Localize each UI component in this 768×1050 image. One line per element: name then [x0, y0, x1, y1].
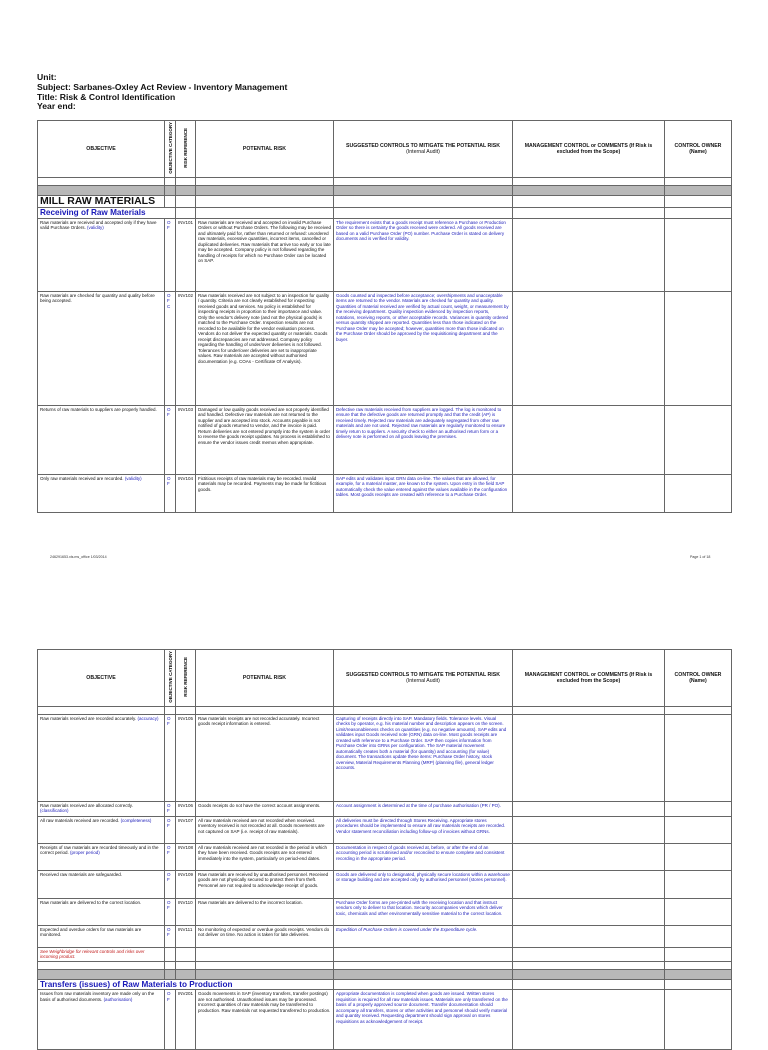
subsection-title: Receiving of Raw Materials: [38, 208, 176, 219]
table-row: [38, 218, 732, 291]
col-owner: CONTROL OWNER (Name): [665, 650, 732, 707]
owner-cell: [665, 898, 732, 925]
control-cell: Account assignment is determined at the time of purchase authorisation (PR / PO).: [334, 801, 513, 816]
reference-cell: INV103: [176, 405, 196, 474]
control-cell: The requirement exists that a goods receipt must reference a Purchase or Production Order so there is certainty the goods received were ordered. All goods received are based on a valid Purchase Order (PO) number. Purchase Order is stated on delivery documents and is verified for validity.: [334, 218, 513, 291]
page-footer-right: Page 1 of 18: [690, 555, 711, 559]
objective-cell: Raw materials are received and accepted only if they have valid Purchase Orders. (validity): [38, 218, 165, 291]
control-cell: Goods counted and inspected before acceptance; overshipments and unacceptable items are returned to the vendor. Materials are checked for quantity and quality. Quantities of material received are verified by actual count, weight, or measurement by the receiving department. Quality inspection evidenced by inspection reports, notations, receiving reports, or other acceptable records. Variances in quantity ordered versus quantity shipped are reported. Quantities less than those indicated on the Purchase Order may be accepted; however, quantities more than those indicated on the Purchase Order should be approved by the requisitioning department and the buyer.: [334, 291, 513, 405]
section-title: MILL RAW MATERIALS: [38, 195, 165, 208]
owner-cell: [665, 801, 732, 816]
reference-cell: INV105: [176, 714, 196, 801]
table-row: [38, 990, 732, 1050]
owner-cell: [665, 925, 732, 947]
risk-cell: Raw materials are received and accepted on invalid Purchase Orders or without Purchase Orders. The following may be received and ultimately paid for, rather than returned or refused: unordered raw materials, excessive quantities, incorrect items, cancelled or duplicated deliveries. Raw materials that arrive too early or too late may be accepted. Company policy is not followed regarding the handling of receipts for which no Purchase Order can be located on SAP.: [196, 218, 334, 291]
year-end-label: Year end:: [37, 101, 76, 112]
risk-cell: Goods movements in SAP (inventory transfers, transfer postings) are not authorised. Unauthorised issues may be processed. Incorrect quantities of raw materials may be transferred to production. Raw materials not requested transferred to production.: [196, 990, 334, 1050]
objective-cell: Only raw materials received are recorded. (validity): [38, 474, 165, 512]
col-category: OBJECTIVE CATEGORY: [165, 650, 176, 707]
risk-control-table-page2: [37, 649, 732, 1050]
mgmt-cell: [513, 714, 665, 801]
objective-cell: Returns of raw materials to suppliers are properly handled.: [38, 405, 165, 474]
owner-cell: [665, 990, 732, 1050]
col-risk: POTENTIAL RISK: [196, 650, 334, 707]
reference-cell: INV102: [176, 291, 196, 405]
subsection-row: [38, 979, 732, 990]
table-row: [38, 816, 732, 843]
reference-cell: INV108: [176, 843, 196, 870]
risk-cell: Raw materials receipts are not recorded accurately. Incorrect goods receipt information is entered.: [196, 714, 334, 801]
mgmt-cell: [513, 218, 665, 291]
control-cell: SAP edits and validates input GRN data on-line. The values that are allowed, for example, for a material master, are known to the system. Upon entry in the field SAP automatically check the value entered against the values available in the configuration tables. Most goods receipts are created with reference to a Purchase Order.: [334, 474, 513, 512]
owner-cell: [665, 843, 732, 870]
objective-cell: Raw materials are checked for quantity and quality before being accepted.: [38, 291, 165, 405]
objective-cell: Raw materials received are allocated correctly. (classification): [38, 801, 165, 816]
objective-cell: Raw materials are delivered to the correct location.: [38, 898, 165, 925]
risk-cell: Goods receipts do not have the correct account assignments.: [196, 801, 334, 816]
reference-cell: INV109: [176, 870, 196, 898]
reference-cell: INV107: [176, 816, 196, 843]
col-mgmt: MANAGEMENT CONTROL or COMMENTS (If Risk is excluded from the Scope): [513, 650, 665, 707]
mgmt-cell: [513, 843, 665, 870]
risk-cell: Raw materials are received by unauthorised personnel. Received goods are not physically secured to protect them from theft. Personnel are not required to acknowledge receipt of goods.: [196, 870, 334, 898]
mgmt-cell: [513, 801, 665, 816]
table-row: [38, 405, 732, 474]
page-footer-left: 246291653.xls.ms_office 1/03/2014: [50, 555, 107, 559]
category-cell: O F: [165, 870, 176, 898]
table-row: [38, 801, 732, 816]
risk-control-table-page1: [37, 120, 732, 513]
col-objective: OBJECTIVE: [38, 650, 165, 707]
owner-cell: [665, 291, 732, 405]
category-cell: O F: [165, 990, 176, 1050]
owner-cell: [665, 714, 732, 801]
reference-cell: INV110: [176, 898, 196, 925]
col-owner: CONTROL OWNER (Name): [665, 121, 732, 178]
category-cell: O F: [165, 816, 176, 843]
risk-cell: Raw materials are delivered to the incorrect location.: [196, 898, 334, 925]
category-cell: O F C: [165, 291, 176, 405]
grey-separator: [38, 969, 732, 979]
reference-cell: INV201: [176, 990, 196, 1050]
table-row: [38, 714, 732, 801]
reference-cell: INV111: [176, 925, 196, 947]
objective-cell: Receipts of raw materials are recorded timeously and in the correct period. (proper period): [38, 843, 165, 870]
control-cell: Documentation in respect of goods received at, before, or after the end of an accounting period is scrutinised and/or reconciled to ensure complete and consistent recording in the appropriate period.: [334, 843, 513, 870]
col-controls: SUGGESTED CONTROLS TO MITIGATE THE POTENTIAL RISK (Internal Audit): [334, 121, 513, 178]
owner-cell: [665, 870, 732, 898]
subsection-title: Transfers (issues) of Raw Materials to Production: [38, 979, 334, 990]
owner-cell: [665, 405, 732, 474]
risk-cell: Fictitious receipts of raw materials may be recorded. Invalid materials may be recorded. Payments may be made for fictitious goods.: [196, 474, 334, 512]
reference-cell: INV106: [176, 801, 196, 816]
owner-cell: [665, 816, 732, 843]
objective-cell: Received raw materials are safeguarded.: [38, 870, 165, 898]
mgmt-cell: [513, 990, 665, 1050]
document-header: [37, 73, 287, 112]
risk-cell: Damaged or low quality goods received are not properly identified and handled. Defective raw materials are not returned to the supplier and are accepted into stock. Accounts payable is not notified of goods returned to vendor, and the invoice is paid. Return deliveries are not entered promptly into the system in order to reverse the goods receipt updates. No process is established to ensure the vendor issues credit memos when appropriate.: [196, 405, 334, 474]
table-row: [38, 898, 732, 925]
reference-cell: INV101: [176, 218, 196, 291]
control-cell: Defective raw materials received from suppliers are logged. The log is monitored to ensure that the defective goods are returned promptly and that the credit (AP) is received timely. Rejected raw materials are adequately segregated from other raw materials and are not used. Rejected raw materials are regularly monitored to ensure timely return to suppliers. A security check to either an authorised return form or a delivery note is performed on all goods leaving the premises.: [334, 405, 513, 474]
col-reference: RISK REFERENCE: [176, 650, 196, 707]
section-row: [38, 195, 732, 208]
category-cell: O F: [165, 714, 176, 801]
mgmt-cell: [513, 816, 665, 843]
mgmt-cell: [513, 870, 665, 898]
title-label: Title: Risk & Control Identification: [37, 91, 176, 102]
unit-label: Unit:: [37, 72, 57, 82]
table-row: [38, 947, 732, 961]
table-row: [38, 474, 732, 512]
note-cell: See Weighbridge for relevant controls and risks over incoming product.: [38, 947, 165, 961]
control-cell: Expedition of Purchase Orders is covered under the Expenditure cycle.: [334, 925, 513, 947]
control-cell: Purchase Order forms are pre-printed with the receiving location and that instruct vendors only to deliver to that location. Security accompanies vendors which deliver toxic, chemicals and other environmentally sensitive material to the correct location.: [334, 898, 513, 925]
mgmt-cell: [513, 898, 665, 925]
category-cell: O F: [165, 801, 176, 816]
control-cell: All deliveries must be directed through Stores Receiving. Appropriate stores procedures should be implemented to ensure all raw materials receipts are recorded. Vendor statement reconciliation including follow-up of invoices without GRNs.: [334, 816, 513, 843]
category-cell: O F: [165, 898, 176, 925]
column-header-row: [38, 121, 732, 178]
category-cell: O F: [165, 218, 176, 291]
risk-cell: No monitoring of expected or overdue goods receipts. Vendors do not deliver on time. No action is taken for late deliveries.: [196, 925, 334, 947]
reference-cell: INV104: [176, 474, 196, 512]
subsection-row: [38, 208, 732, 219]
owner-cell: [665, 218, 732, 291]
table-row: [38, 291, 732, 405]
control-cell: Goods are delivered only to designated, physically secure locations within a warehouse or storage building and are accepted only by authorised personnel (stores personnel).: [334, 870, 513, 898]
control-cell: Appropriate documentation is completed when goods are issued. Written stores requisition is required for all raw materials issues. Materials are only transferred on the basis of a properly approved source document. Transfer documentation should accompany all transfers, stores or other activities and personnel should verify material and quantity received. Requesting department should sign approval on stores requisitions as acknowledgement of receipt.: [334, 990, 513, 1050]
col-controls: SUGGESTED CONTROLS TO MITIGATE THE POTENTIAL RISK (Internal Audit): [334, 650, 513, 707]
table-row: [38, 843, 732, 870]
subject-label: Subject: Sarbanes-Oxley Act Review - Inventory Management: [37, 81, 288, 92]
table-row: [38, 925, 732, 947]
col-category: OBJECTIVE CATEGORY: [165, 121, 176, 178]
category-cell: O F: [165, 843, 176, 870]
mgmt-cell: [513, 474, 665, 512]
mgmt-cell: [513, 405, 665, 474]
column-header-row: [38, 650, 732, 707]
risk-cell: All raw materials received are not recorded in the period in which they have been received. Goods receipts are not entered immediately into the system, particularly on period-end dates.: [196, 843, 334, 870]
risk-cell: Raw materials received are not subject to an inspection for quality / quantity. Criteria are not clearly established for inspecting received goods and services. No policy is established for inspecting receipts in proportion to their importance and value. Only the vendor's delivery note (and not the physical goods) is matched to the Purchase Order. Inspection results are not recorded to be available for the vendor evaluation process. Vendors do not deliver the expected quantity or materials. Goods receipt discrepancies are not addressed. Company policy regarding the handling of under/over deliveries is not followed. Tolerances for under/over deliveries are set to inappropriate values. Raw materials are accepted without authorised documentation (e.g. COAs - Certificate Of Analysis).: [196, 291, 334, 405]
category-cell: O F: [165, 405, 176, 474]
table-row: [38, 870, 732, 898]
risk-cell: All raw materials received are not recorded when received. Inventory received is not recorded at all. Goods movements are not captured on SAP (i.e. receipt of raw materials).: [196, 816, 334, 843]
category-cell: O F: [165, 925, 176, 947]
col-mgmt: MANAGEMENT CONTROL or COMMENTS (If Risk is excluded from the Scope): [513, 121, 665, 178]
col-objective: OBJECTIVE: [38, 121, 165, 178]
control-cell: Capturing of receipts directly into SAP. Mandatory fields. Tolerance levels. Visual checks by operator, e.g. his material number and description appears on the screen. Limit/reasonableness checks on quantities (e.g. no negative amounts). SAP edits and validates input Goods received note (GRN) data on-line. Most goods receipts are created with reference to a Purchase Order. SAP then copies information from Purchase Order into GRNs per configuration. The SAP material movement automatically creates both a material (for quantity) and accounting (for value) document. The transactions update these items: Purchase Order history, stock overview, Material Requirements Planning (MRP) (planning file), general ledger accounts.: [334, 714, 513, 801]
objective-cell: Issues from raw materials inventory are made only on the basis of authorised documents. (authorisation): [38, 990, 165, 1050]
mgmt-cell: [513, 925, 665, 947]
objective-cell: Expected and overdue orders for raw materials are monitored.: [38, 925, 165, 947]
owner-cell: [665, 474, 732, 512]
col-reference: RISK REFERENCE: [176, 121, 196, 178]
grey-separator: [38, 185, 732, 195]
objective-cell: All raw materials received are recorded. (completeness): [38, 816, 165, 843]
objective-cell: Raw materials received are recorded accurately. (accuracy): [38, 714, 165, 801]
col-risk: POTENTIAL RISK: [196, 121, 334, 178]
category-cell: O F: [165, 474, 176, 512]
mgmt-cell: [513, 291, 665, 405]
